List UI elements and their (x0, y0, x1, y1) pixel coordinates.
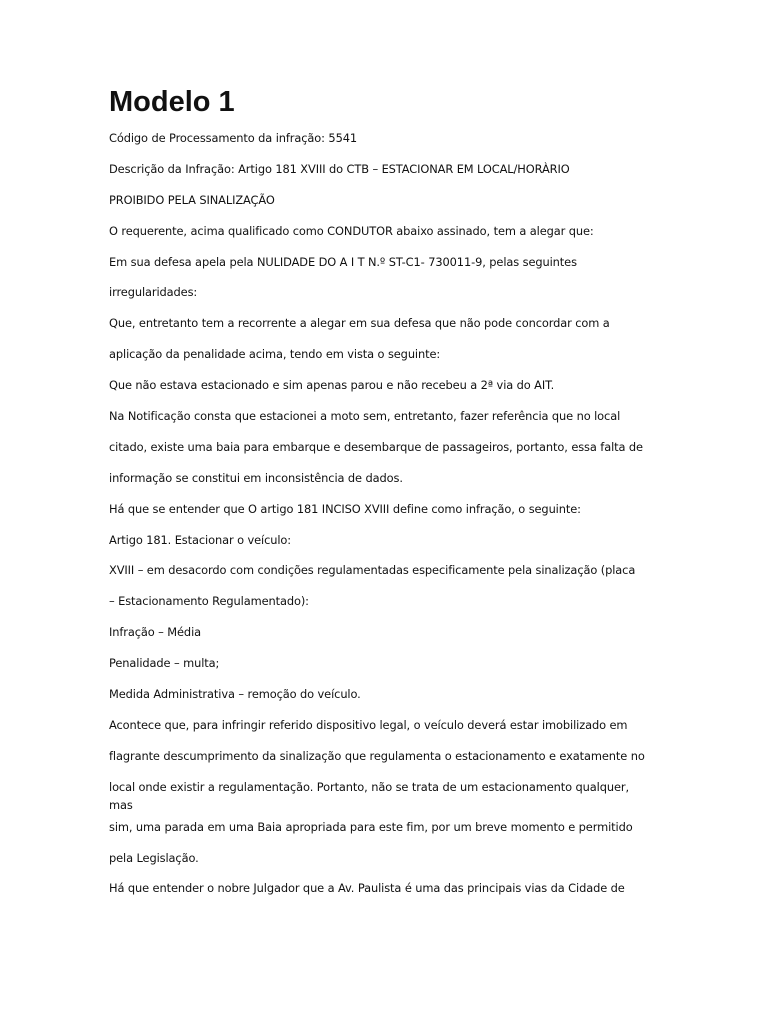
text-line: Em sua defesa apela pela NULIDADE DO A I T N.º ST-C1- 730011-9, pelas seguintes (109, 254, 577, 269)
text-line: Que, entretanto tem a recorrente a alegar em sua defesa que não pode concordar com a (109, 316, 610, 331)
text-line: O requerente, acima qualificado como CONDUTOR abaixo assinado, tem a alegar que: (109, 223, 594, 238)
document-title: Modelo 1 (109, 86, 235, 118)
text-line: Há que se entender que O artigo 181 INCISO XVIII define como infração, o seguinte: (109, 501, 581, 516)
text-line: citado, existe uma baia para embarque e desembarque de passageiros, portanto, essa falta de (109, 439, 643, 454)
text-line: pela Legislação. (109, 850, 199, 865)
text-line: Que não estava estacionado e sim apenas parou e não recebeu a 2ª via do AIT. (109, 378, 555, 393)
text-line: Há que entender o nobre Julgador que a Av. Paulista é uma das principais vias da Cidade de (109, 881, 625, 896)
text-line: Na Notificação consta que estacionei a moto sem, entretanto, fazer referência que no local (109, 409, 621, 424)
text-line: informação se constitui em inconsistência de dados. (109, 470, 403, 485)
text-line: local onde existir a regulamentação. Portanto, não se trata de um estacionamento qualquer, (109, 779, 629, 794)
text-line: Infração – Média (109, 625, 202, 640)
text-line: XVIII – em desacordo com condições regulamentadas especificamente pela sinalização (placa (109, 563, 636, 578)
text-line: irregularidades: (109, 285, 198, 300)
text-line: Medida Administrativa – remoção do veículo. (109, 687, 361, 702)
text-line: aplicação da penalidade acima, tendo em vista o seguinte: (109, 347, 441, 362)
text-line: flagrante descumprimento da sinalização que regulamenta o estacionamento e exatamente no (109, 748, 645, 763)
text-line: sim, uma parada em uma Baia apropriada para este fim, por um breve momento e permitido (109, 819, 633, 834)
text-line: – Estacionamento Regulamentado): (109, 594, 309, 609)
text-line: Código de Processamento da infração: 5541 (109, 131, 358, 145)
text-line: mas (109, 797, 133, 812)
text-line: Descrição da Infração: Artigo 181 XVIII do CTB – ESTACIONAR EM LOCAL/HORÀRIO (109, 161, 570, 176)
document-body (109, 131, 669, 895)
text-line: PROIBIDO PELA SINALIZAÇÃO (109, 192, 275, 207)
text-line: Artigo 181. Estacionar o veículo: (109, 532, 292, 547)
text-line: Penalidade – multa; (109, 656, 220, 671)
text-line: Acontece que, para infringir referido dispositivo legal, o veículo deverá estar imobilizado em (109, 717, 628, 732)
